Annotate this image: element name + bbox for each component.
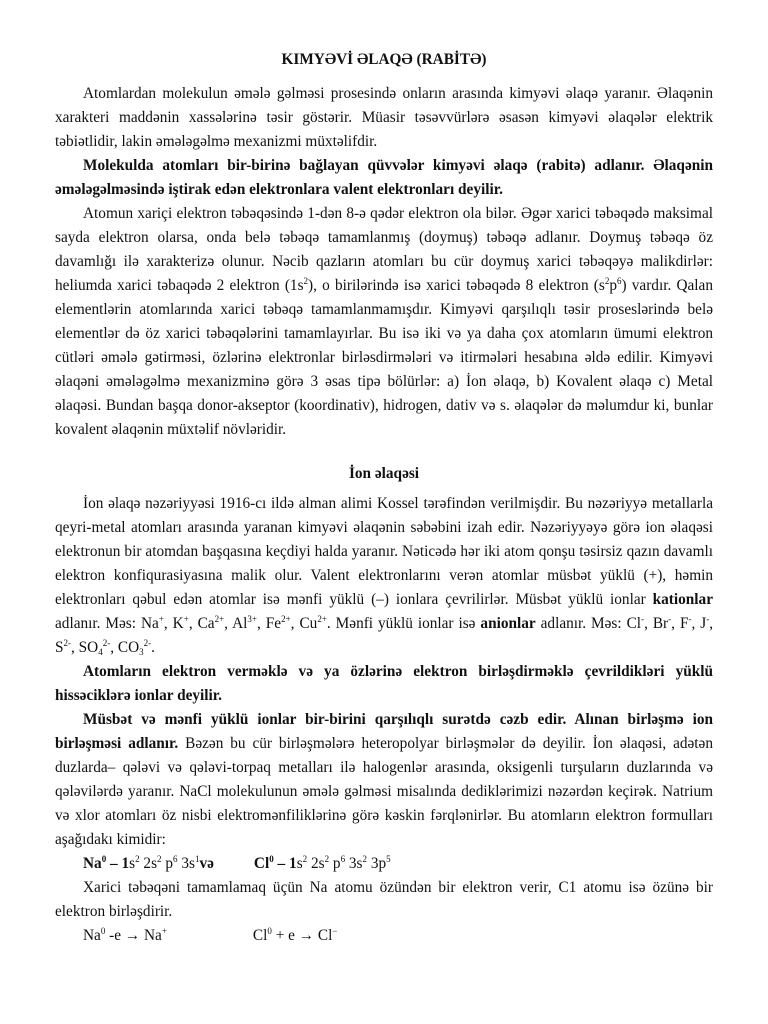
section-heading-ion-bond: İon əlaqəsi [348,465,420,482]
formula-electron-configs: $Na^0 - 1s^2$ $2s^2$ $p^6$ $3s^1və$ $Cl^0 - 1s^2$ $2s^2$ $p^6$ $3s^2$ $3p^5$ [83,854,391,872]
paragraph-electron-shell: Atomun xariçi elektron təbəqəsində 1-dən 8-ə qədər elektron ola bilər. Əgər xarici təbəqədə maksimal sayda elektron olarsa, onda belə təbəqə tamamlanmış (doymuş) təbəqə adlanır. Doymuş təbəqə öz davamlığı ilə xarakterizə olunur. Nəcib qazların atomları bu cür doymuş xarici təbəqəyə malikdirlər: heliumda xarici təbaqədə 2 elektron $(1s^2)$, o birilərində isə xarici təbəqədə 8 elektron $(s^2p^6)$ vardır. Qalan elementlərin atomlarında xarici təbəqə tamamlanmamışdır. Kimyəvi qarşılıqlı təsir proseslərində belə elementlər də öz xarici təbəqələrini tamamlayırlar. Bu isə iki və ya daha çox atomların ümumi elektron cütləri əmələ gətirməsi, özlərinə elektronlar birləsdirmələri və itirmələri hesabına əldə edilir. Kimyəvi əlaqəni əmələgəlmə mexanizminə görə 3 əsas tipə bölürlər: a) İon əlaqə, b) Kovalent əlaqə c) Metal əlaqəsi. Bundan başqa donor-akseptor (koordinativ), hidrogen, dativ və s. əlaqələr də məlumdur ki, bunlar kovalent əlaqənin müxtəlif növləridir. [55,205,713,438]
document-page [55,48,713,948]
formula-ionization: Na$^0$ -e → Na+ $Cl^0 + e \to Cl^-$ [83,926,338,944]
term-anionlar: anionlar [480,615,536,632]
page-title: KIMYƏVİ ƏLAQƏ (RABİTƏ) [281,51,487,68]
term-kationlar: kationlar [652,591,713,608]
paragraph-ion-compound: Müsbət və mənfi yüklü ionlar bir-birini qarşılıqlı surətdə cəzb edir. Alınan birləşmə ion birləşməsi adlanır. Bəzən bu cür birləşmələrə heteropolyar birləşmələr də deyilir. İon əlaqəsi, adətən duzlarda– qələvi və qələvi-torpaq metalları ilə halogenlər arasında, oksigenli turşuların duzlarında və qələvilərdə yaranır. NaCl molekulunun əmələ gəlməsi misalında dediklərimizi nəzərdən keçirək. Natrium və xlor atomları öz nisbi elektromənfiliklərinə görə kəskin fərqlənirlər. Bu atomların elektron formulları aşağıdakı kimidir: [55,711,713,848]
spacer [55,442,713,452]
definition-text: Molekulda atomları bir-birinə bağlayan qüvvələr kimyəvi əlaqə (rabitə) adlanır. Əlaqənin əmələgəlməsində iştirak edən elektronlara valent elektronları deyilir. [55,157,713,198]
paragraph-ion-theory: İon əlaqə nəzəriyyəsi 1916-cı ildə alman alimi Kossel tərəfindən verilmişdir. Bu nəzəriyyə metallarla qeyri-metal atomları arasında yaranan kimyəvi əlaqənin səbəbini izah edir. Nəzəriyyəyə görə ion əlaqəsi elektronun bir atomdan başqasına keçdiyi halda yaranır. Nəticədə hər iki atom qonşu təsirsiz qazın davamlı elektron konfiqurasiyasına malik olur. Valent elektronlarını verən atomlar müsbət yüklü (+), həmin elektronları qəbul edən atomlar isə mənfi yüklü (–) ionlara çevrilirlər. Müsbət yüklü ionlar kationlar adlanır. Məs: Na+, K+, $Ca^{2+}$, $Al^{3+}$, $Fe^{2+}$, $Cu^{2+}$. Mənfi yüklü ionlar isə anionlar adlanır. Məs: Cl-, Br-, F-, J-, $S^{2-}$, $SO_4^{2-}$, $CO_3^{2-}$. [55,495,714,657]
paragraph-electron-transfer: Xarici təbəqəni tamamlamaq üçün Na atomu özündən bir elektron verir, C1 atomu isə özünə bir elektron birləşdirir. [55,879,713,920]
paragraph-ion-definition-bold: Atomların elektron verməklə və ya özlərinə elektron birləşdirməklə çevrildikləri yüklü hissəciklərə ionlar deyilir. [55,663,713,704]
paragraph-definition-bold [55,154,713,202]
paragraph-intro: Atomlardan molekulun əmələ gəlməsi prosesində onların arasında kimyəvi əlaqə yaranır. Əlaqənin xarakteri maddənin xassələrinə təsir göstərir. Müasir təsəvvürlərə əsasən kimyəvi əlaqələr elektrik təbiətlidir, lakin əmələgəlmə mexanizmi müxtəlifdir. [55,85,713,150]
